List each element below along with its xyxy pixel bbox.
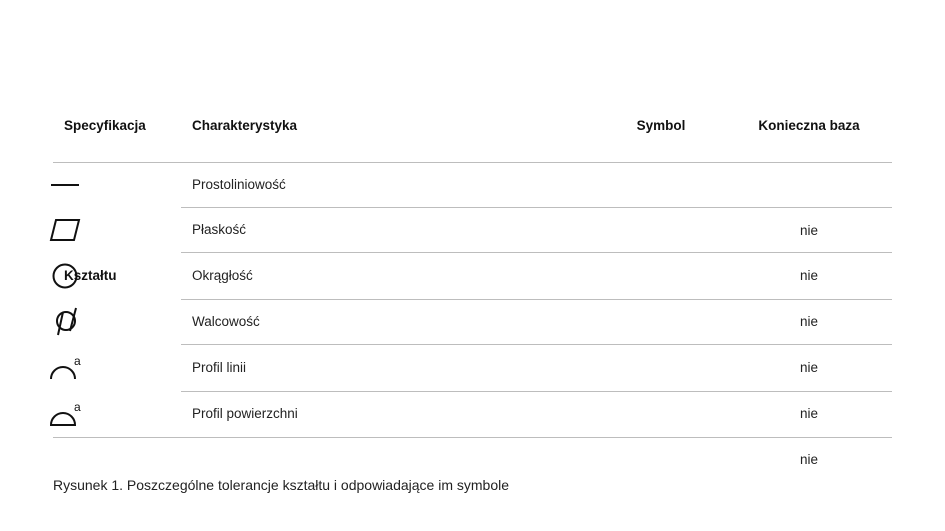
row-characteristic: Walcowość bbox=[192, 314, 260, 329]
row-characteristic: Okrągłość bbox=[192, 268, 253, 283]
table-row bbox=[0, 391, 945, 467]
row-characteristic: Prostoliniowość bbox=[192, 177, 286, 192]
figure-caption: Rysunek 1. Poszczególne tolerancje kształtu i odpowiadające im symbole bbox=[53, 477, 510, 493]
header-characteristic: Charakterystyka bbox=[192, 118, 298, 133]
header-base-required: Konieczna baza bbox=[758, 118, 860, 133]
row-base-required: nie bbox=[799, 223, 818, 238]
cylindricity-icon bbox=[0, 299, 130, 345]
surface-profile-icon bbox=[0, 391, 130, 437]
flatness-icon bbox=[0, 207, 130, 253]
row-characteristic: Profil powierzchni bbox=[192, 406, 298, 421]
row-base-required: nie bbox=[799, 268, 818, 283]
row-base-required: nie bbox=[799, 452, 818, 467]
row-base-required: nie bbox=[799, 406, 818, 421]
row-characteristic: Profil linii bbox=[192, 360, 247, 375]
row-base-required: nie bbox=[799, 314, 818, 329]
circularity-icon bbox=[0, 253, 130, 299]
surface-profile-superscript: a bbox=[74, 400, 81, 414]
line-profile-superscript: a bbox=[74, 354, 81, 368]
line-profile-icon bbox=[0, 345, 130, 391]
row-characteristic: Płaskość bbox=[192, 222, 247, 237]
table-bottom-border bbox=[53, 437, 892, 438]
group-label: Kształtu bbox=[64, 268, 117, 283]
row-base-required: nie bbox=[799, 360, 818, 375]
header-specification: Specyfikacja bbox=[64, 118, 146, 133]
header-symbol: Symbol bbox=[636, 118, 686, 133]
straightness-icon bbox=[0, 162, 130, 208]
